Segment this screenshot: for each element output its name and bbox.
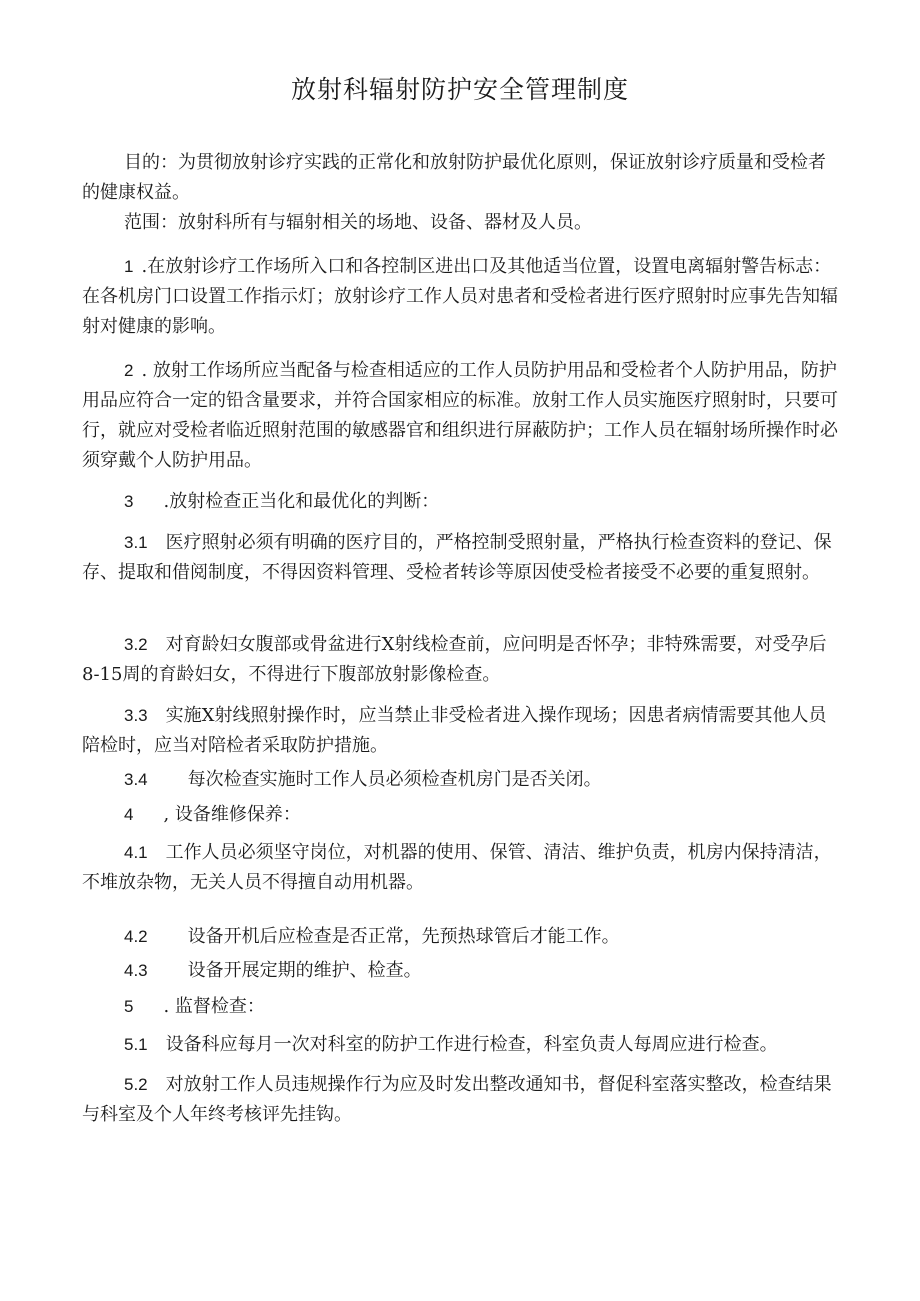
item-text: 医疗照射必须有明确的医疗目的，严格控制受照射量，严格执行检查资料的登记、保存、提取和借阅制度，不得因资料管理、受检者转诊等原因使受检者接受不必要的重复照射。 <box>82 532 832 583</box>
item-text: , 设备维修保养： <box>163 804 301 825</box>
purpose-paragraph: 目的：为贯彻放射诊疗实践的正常化和放射防护最优化原则，保证放射诊疗质量和受检者的健康权益。 <box>82 152 826 203</box>
item-5 <box>82 992 842 1022</box>
item-number: 5 <box>124 997 134 1016</box>
item-text: 设备科应每月一次对科室的防护工作进行检查，科室负责人每周应进行检查。 <box>165 1034 778 1055</box>
item-text: 工作人员必须坚守岗位，对机器的使用、保管、清洁、维护负责，机房内保持清洁，不堆放杂物，无关人员不得擅自动用机器。 <box>82 842 832 893</box>
item-4 <box>82 800 842 830</box>
item-number: 4.3 <box>124 961 148 980</box>
item-number: 4.2 <box>124 927 148 946</box>
item-5-1 <box>82 1030 842 1060</box>
item-number: 3.3 <box>124 706 148 725</box>
item-number: 3 <box>124 492 134 511</box>
item-text: . 放射工作场所应当配备与检查相适应的工作人员防护用品和受检者个人防护用品，防护用品应符合一定的铅含量要求，并符合国家相应的标准。放射工作人员实施医疗照射时，只要可行，就应对受检者临近照射范围的敏感器官和组织进行屏蔽防护；工作人员在辐射场所操作时必须穿戴个人防护用品。 <box>82 360 838 471</box>
item-number: 5.2 <box>124 1075 148 1094</box>
item-number: 4.1 <box>124 843 148 862</box>
item-3-2 <box>82 630 842 690</box>
scope-paragraph: 范围：放射科所有与辐射相关的场地、设备、器材及人员。 <box>124 212 592 233</box>
item-number: 2 <box>124 361 134 380</box>
item-text: 设备开机后应检查是否正常，先预热球管后才能工作。 <box>187 926 620 947</box>
item-text: 对育龄妇女腹部或骨盆进行X射线检查前，应问明是否怀孕；非特殊需要，对受孕后8-15周的育龄妇女，不得进行下腹部放射影像检查。 <box>82 634 827 685</box>
item-3-3 <box>82 701 842 761</box>
item-text: .在放射诊疗工作场所入口和各控制区进出口及其他适当位置，设置电离辐射警告标志：在各机房门口设置工作指示灯；放射诊疗工作人员对患者和受检者进行医疗照射时应事先告知辐射对健康的影响。 <box>82 256 838 337</box>
item-3 <box>82 487 842 517</box>
item-text: 实施X射线照射操作时，应当禁止非受检者进入操作现场；因患者病情需要其他人员陪检时，应当对陪检者采取防护措施。 <box>82 705 827 756</box>
item-2 <box>82 356 842 476</box>
item-number: 1 <box>124 257 134 276</box>
item-5-2 <box>82 1070 842 1130</box>
item-number: 3.4 <box>124 770 148 789</box>
item-number: 3.1 <box>124 533 148 552</box>
item-3-1 <box>82 528 842 588</box>
item-3-4 <box>82 765 842 795</box>
item-4-3 <box>82 956 842 986</box>
item-1 <box>82 252 842 342</box>
item-text: . 监督检查： <box>163 996 265 1017</box>
item-text: 每次检查实施时工作人员必须检查机房门是否关闭。 <box>187 769 602 790</box>
item-number: 3.2 <box>124 635 148 654</box>
item-text: 设备开展定期的维护、检查。 <box>187 960 422 981</box>
item-text: .放射检查正当化和最优化的判断： <box>163 491 440 512</box>
item-number: 4 <box>124 805 134 824</box>
item-4-1 <box>82 838 842 898</box>
item-text: 对放射工作人员违规操作行为应及时发出整改通知书，督促科室落实整改，检查结果与科室及个人年终考核评先挂钩。 <box>82 1074 832 1125</box>
item-number: 5.1 <box>124 1035 148 1054</box>
item-4-2 <box>82 922 842 952</box>
document-title: 放射科辐射防护安全管理制度 <box>290 75 629 104</box>
